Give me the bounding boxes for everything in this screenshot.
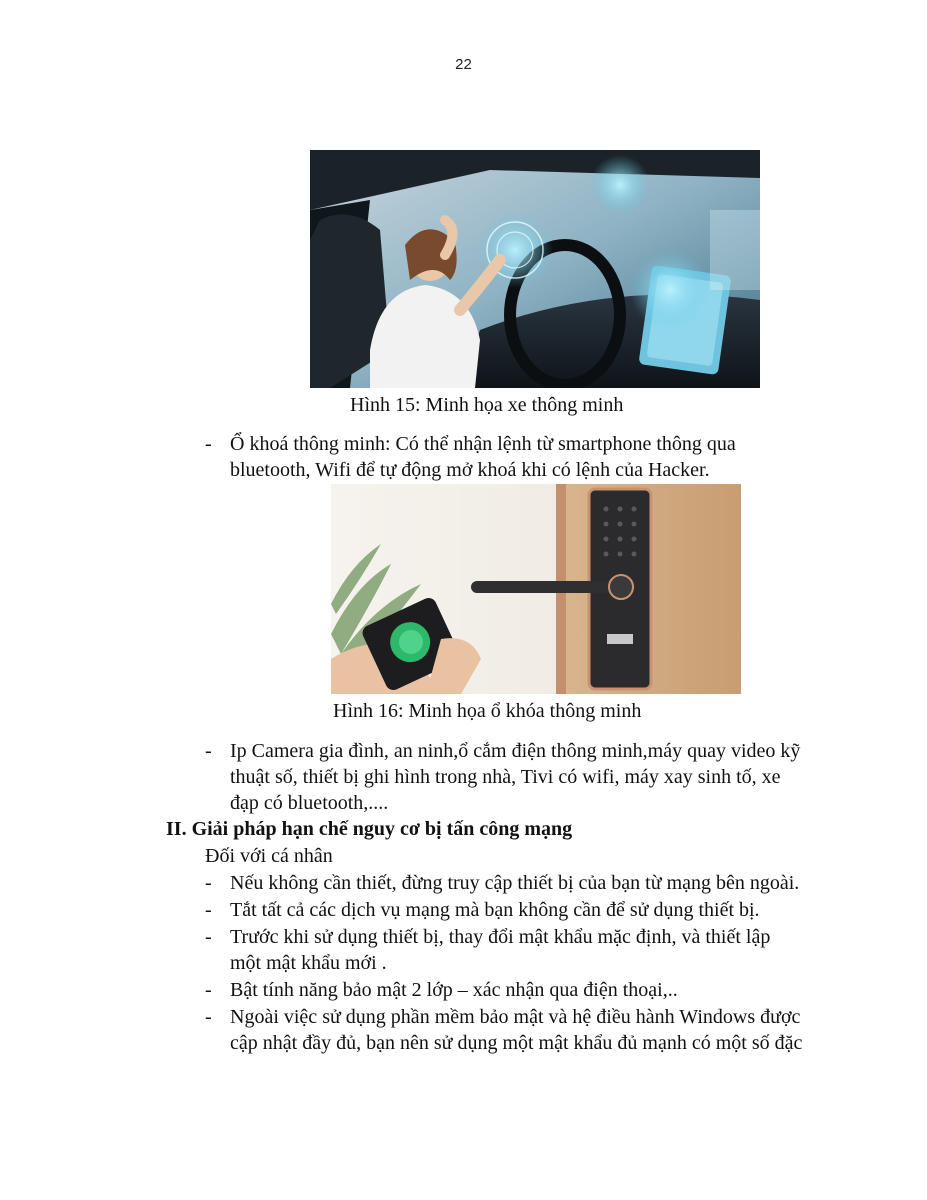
section-subheading: Đối với cá nhân [205, 845, 333, 867]
bullet-dash: - [205, 979, 212, 1001]
figure-16-caption: Hình 16: Minh họa ổ khóa thông minh [333, 700, 642, 722]
bullet-line: Nếu không cần thiết, đừng truy cập thiết bị của bạn từ mạng bên ngoài. [230, 872, 800, 894]
bullet-line: bluetooth, Wifi để tự động mở khoá khi có lệnh của Hacker. [230, 459, 710, 481]
bullet-line: Trước khi sử dụng thiết bị, thay đổi mật khẩu mặc định, và thiết lập [230, 926, 771, 948]
bullet-line: đạp có bluetooth,.... [230, 792, 389, 814]
smart-lock-photo [331, 484, 741, 694]
bullet-line: cập nhật đầy đủ, bạn nên sử dụng một mật khẩu đủ mạnh có một số đặc [230, 1032, 803, 1054]
bullet-dash: - [205, 740, 212, 762]
bullet-line: thuật số, thiết bị ghi hình trong nhà, Tivi có wifi, máy xay sinh tố, xe [230, 766, 781, 788]
bullet-line: Ip Camera gia đình, an ninh,ổ cắm điện thông minh,máy quay video kỹ [230, 740, 801, 762]
smart-car-photo [310, 150, 760, 388]
bullet-line: Ổ khoá thông minh: Có thể nhận lệnh từ smartphone thông qua [230, 433, 736, 455]
bullet-line: Ngoài việc sử dụng phần mềm bảo mật và hệ điều hành Windows được [230, 1006, 801, 1028]
bullet-dash: - [205, 433, 212, 455]
bullet-line: Bật tính năng bảo mật 2 lớp – xác nhận qua điện thoại,.. [230, 979, 678, 1001]
bullet-dash: - [205, 1006, 212, 1028]
bullet-dash: - [205, 899, 212, 921]
section-heading: II. Giải pháp hạn chế nguy cơ bị tấn công mạng [166, 818, 573, 840]
bullet-dash: - [205, 872, 212, 894]
smart-car-illustration [310, 150, 760, 388]
bullet-line: Tắt tất cả các dịch vụ mạng mà bạn không cần để sử dụng thiết bị. [230, 899, 760, 921]
bullet-dash: - [205, 926, 212, 948]
smart-lock-illustration [331, 484, 741, 694]
page-number: 22 [455, 56, 472, 73]
figure-15-caption: Hình 15: Minh họa xe thông minh [350, 394, 624, 416]
bullet-line: một mật khẩu mới . [230, 952, 387, 974]
